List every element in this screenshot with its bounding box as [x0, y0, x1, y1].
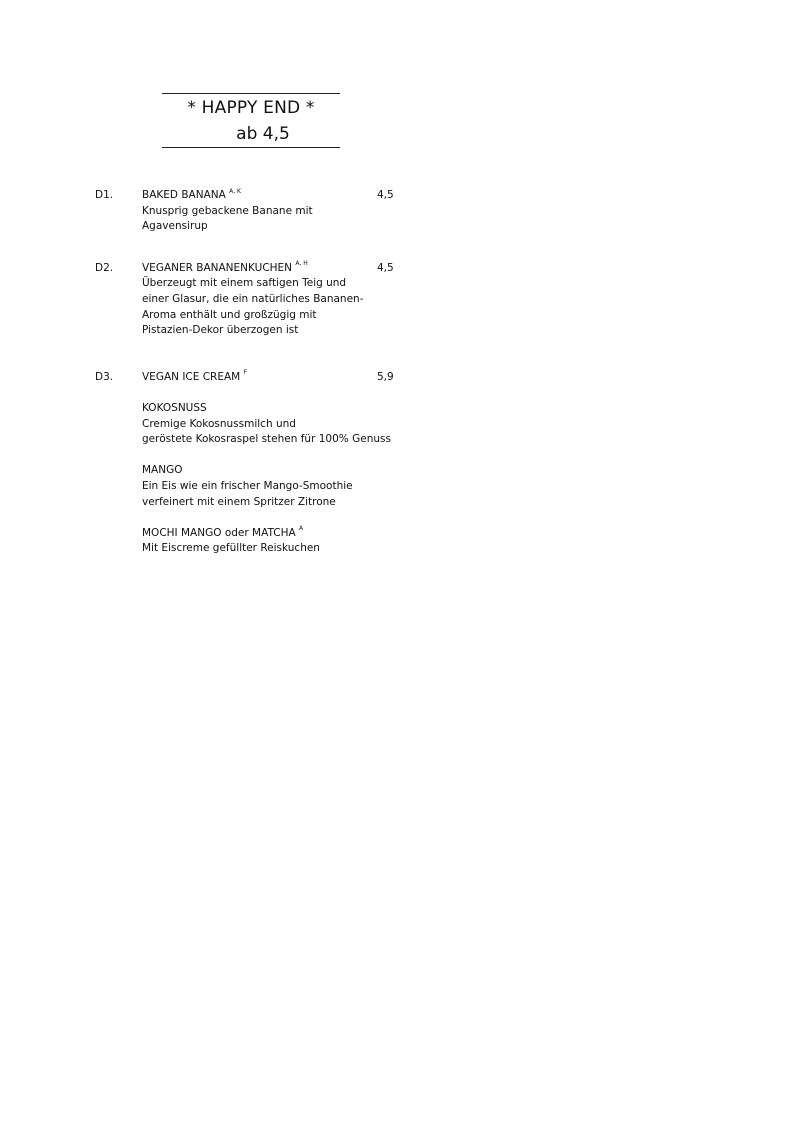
- item-name: VEGAN ICE CREAM: [142, 370, 241, 383]
- flavor-name: MOCHI MANGO oder MATCHA: [142, 526, 296, 539]
- item-price: 4,5: [377, 261, 394, 274]
- item-number: D2.: [95, 261, 114, 274]
- menu-item-d2: [95, 261, 425, 339]
- menu-item-d1: [95, 188, 425, 235]
- flavor-description: Ein Eis wie ein frischer Mango-Smoothie verfeinert mit einem Spritzer Zitrone: [142, 479, 353, 508]
- allergen-codes: A, K: [229, 187, 241, 195]
- flavor-description: Mit Eiscreme gefüllter Reiskuchen: [142, 542, 320, 555]
- item-description: Überzeugt mit einem saftigen Teig und einer Glasur, die ein natürliches Bananen- Aroma enthält und großzügig mit Pistazien-Dekor überzogen ist: [142, 277, 364, 337]
- header-top-rule: [162, 93, 340, 94]
- flavor-mango: [142, 463, 425, 510]
- menu-item-d3: [95, 370, 425, 557]
- flavor-mochi: [142, 526, 425, 557]
- item-name: BAKED BANANA: [142, 189, 226, 201]
- section-title: * HAPPY END *: [187, 98, 315, 118]
- allergen-codes: A, H: [295, 260, 308, 268]
- item-number: D3.: [95, 370, 114, 383]
- flavor-name: KOKOSNUSS: [142, 401, 207, 414]
- section-header: [162, 93, 340, 148]
- dessert-menu: [95, 188, 425, 557]
- allergen-codes: F: [243, 369, 248, 377]
- header-bottom-rule: [162, 147, 340, 148]
- flavor-description: Cremige Kokosnussmilch und geröstete Kokosraspel stehen für 100% Genuss: [142, 417, 391, 446]
- item-price: 4,5: [377, 189, 394, 201]
- flavor-kokosnuss: [142, 401, 425, 448]
- item-price: 5,9: [377, 370, 394, 383]
- item-number: D1.: [95, 189, 114, 201]
- allergen-codes: A: [299, 525, 304, 533]
- section-price-from: ab 4,5: [236, 124, 290, 144]
- flavor-name: MANGO: [142, 464, 183, 477]
- item-description: Knusprig gebackene Banane mit Agavensirup: [142, 204, 313, 233]
- item-name: VEGANER BANANENKUCHEN: [142, 261, 293, 274]
